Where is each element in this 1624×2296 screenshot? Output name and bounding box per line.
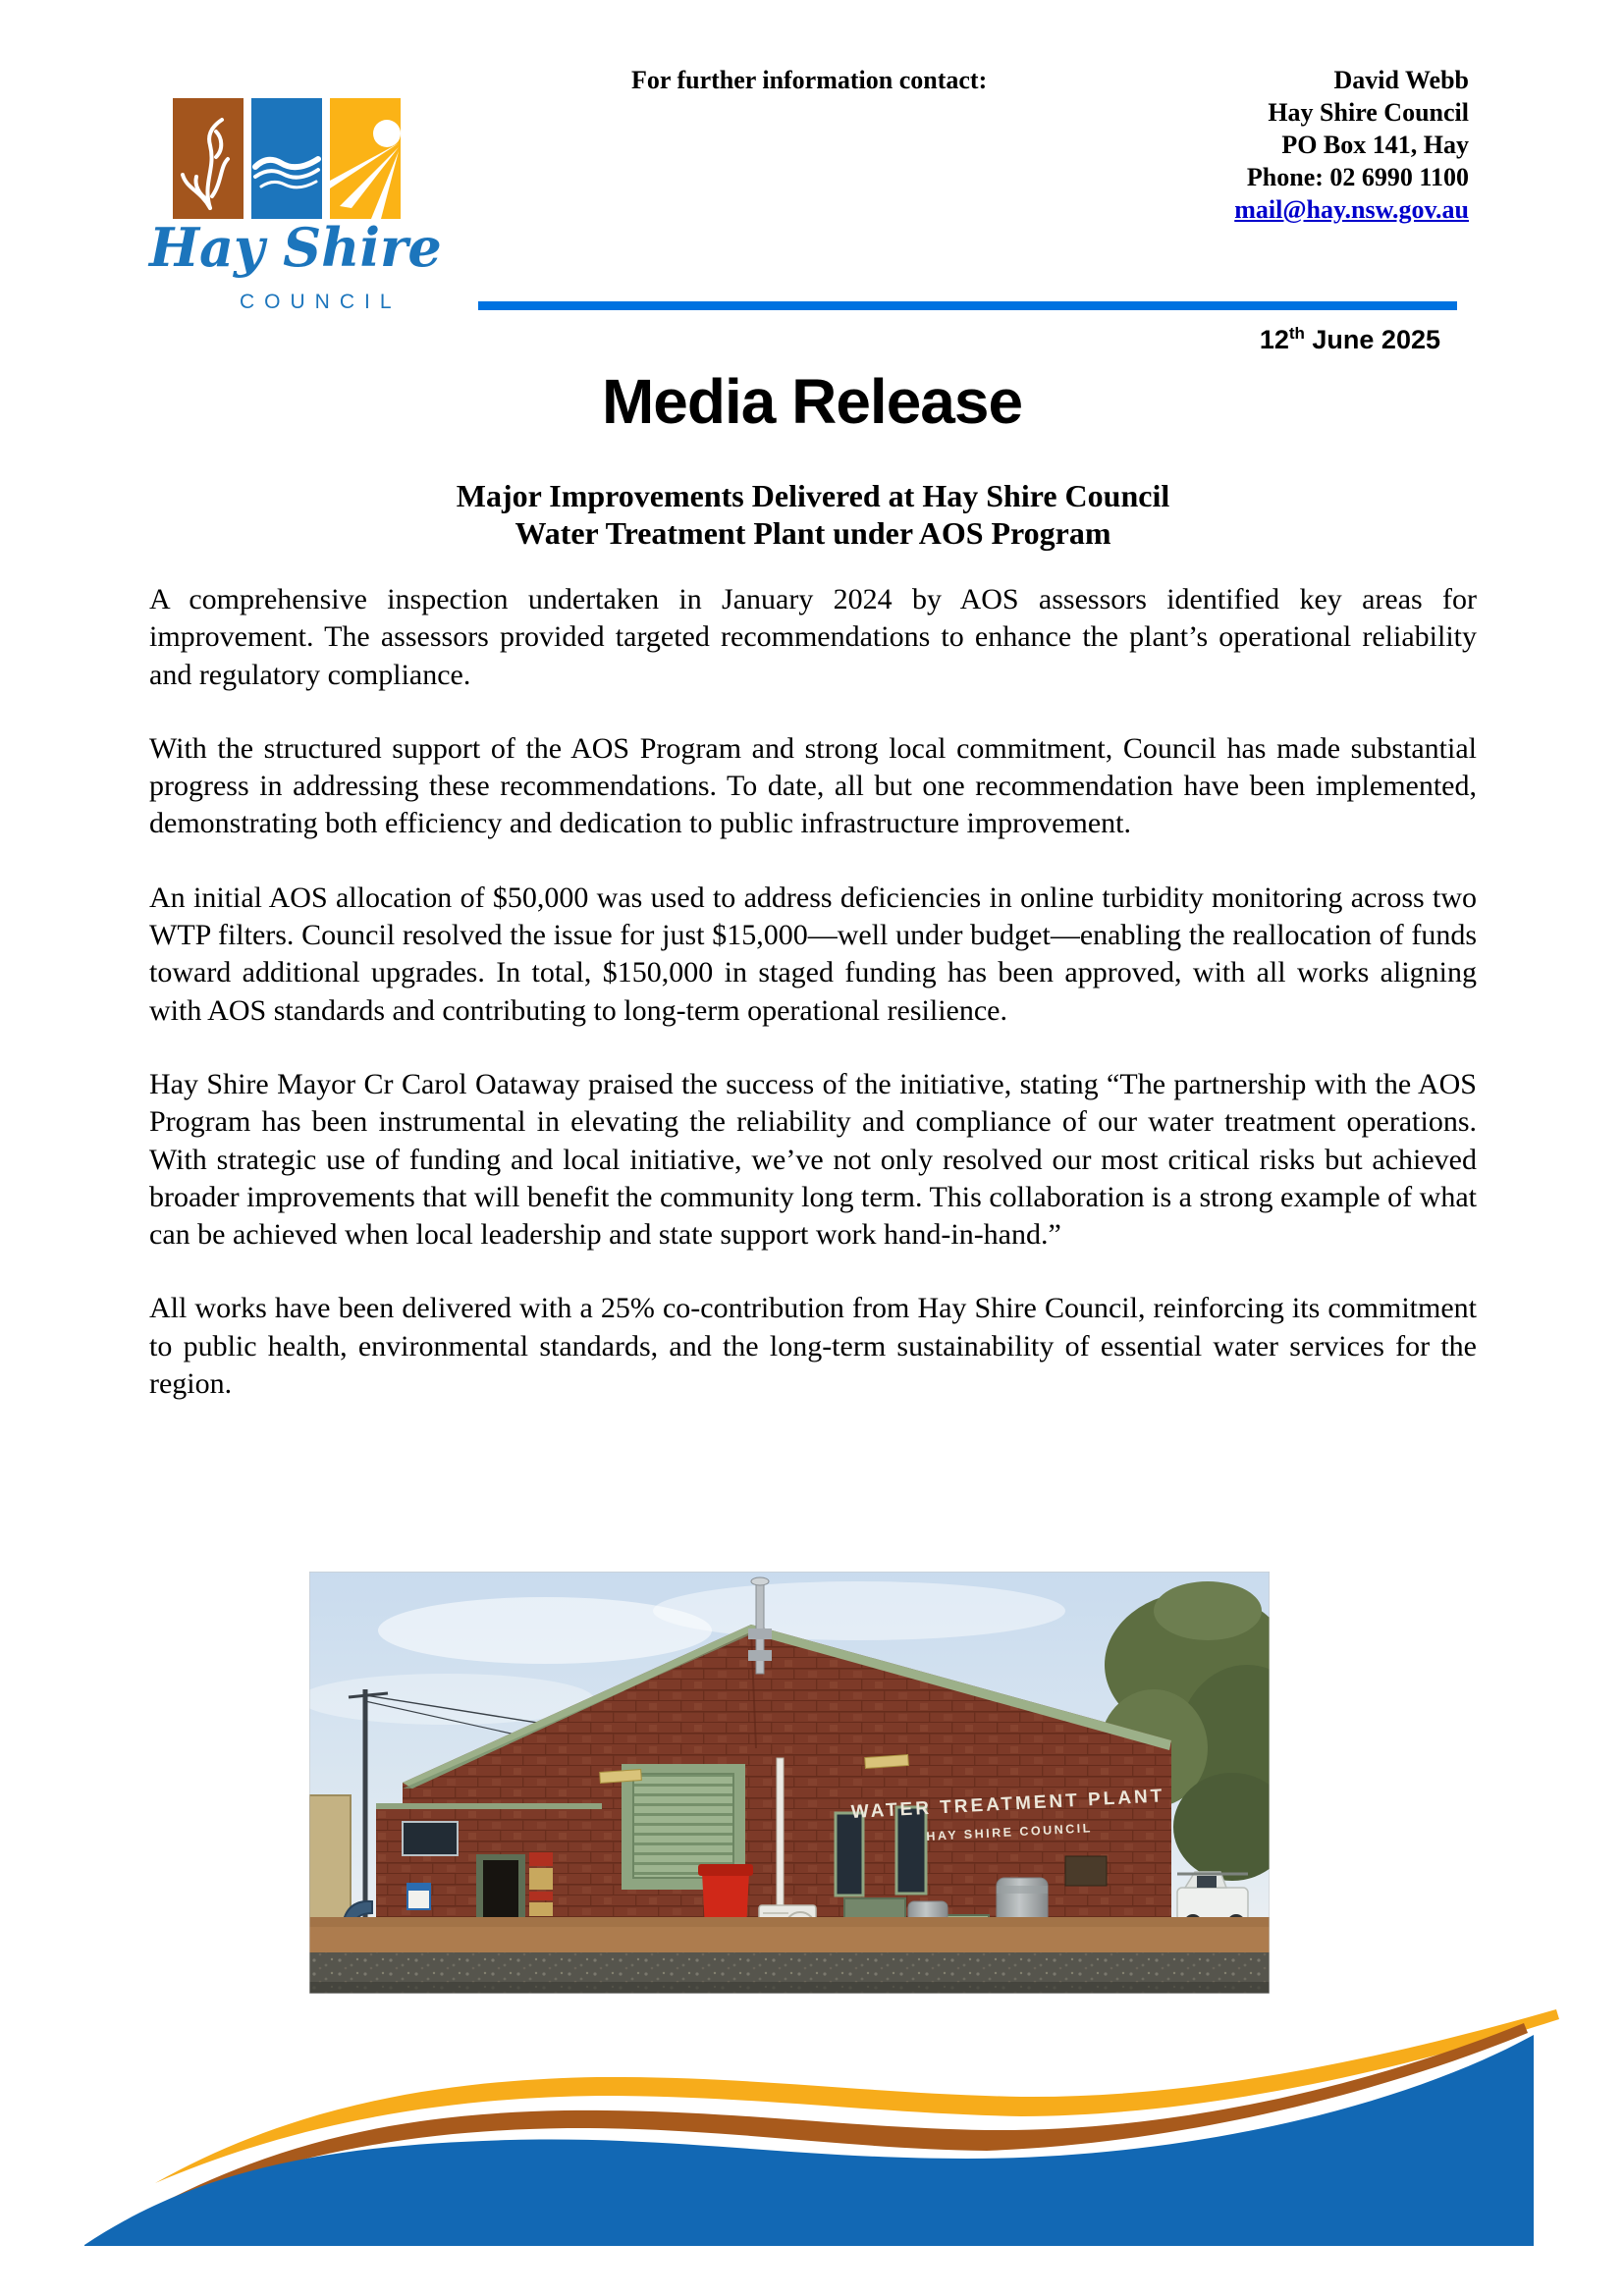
contact-email-link[interactable]: mail@hay.nsw.gov.au bbox=[1234, 195, 1469, 224]
sun-road-icon bbox=[330, 98, 401, 219]
contact-label: For further information contact: bbox=[631, 66, 988, 94]
contact-name: David Webb bbox=[1333, 66, 1469, 94]
svg-text:HAY SHIRE COUNCIL: HAY SHIRE COUNCIL bbox=[926, 1821, 1094, 1844]
date-rest: June 2025 bbox=[1304, 325, 1440, 354]
contact-block bbox=[1234, 64, 1469, 226]
paragraph-3: An initial AOS allocation of $50,000 was used to address deficiencies in online turbidity monitoring across two WTP filters. Council resolved the issue for just $15,000—well under budget—enabling the reallocation of funds toward additional upgrades. In total, $150,000 in staged funding has been approved, with all works aligning with AOS standards and contributing to long-term operational resilience. bbox=[149, 881, 1477, 1027]
release-body bbox=[149, 581, 1477, 1439]
footer-wave-graphic bbox=[0, 2002, 1624, 2296]
logo-tiles bbox=[173, 98, 401, 219]
paragraph-1: A comprehensive inspection undertaken in January 2024 by AOS assessors identified key areas for improvement. The assessors provided targeted recommendations to enhance the plant’s operational reliability and regulatory compliance. bbox=[149, 583, 1477, 691]
paragraph-2: With the structured support of the AOS Program and strong local commitment, Council has made substantial progress in addressing these recommendations. To date, all but one recommendation have been implemented, demonstrating both efficiency and dedication to public infrastructure improvement. bbox=[149, 731, 1477, 840]
svg-text:WATER TREATMENT PLANT: WATER TREATMENT PLANT bbox=[850, 1786, 1165, 1823]
hay-shire-council-logo bbox=[149, 59, 442, 316]
logo-sun-road-tile bbox=[330, 98, 401, 219]
date-day: 12 bbox=[1259, 325, 1289, 354]
logo-plant-tile bbox=[173, 98, 244, 219]
photo-plaque bbox=[1065, 1856, 1107, 1886]
photo-downpipe bbox=[777, 1758, 784, 1913]
subtitle-line-1: Major Improvements Delivered at Hay Shire Council bbox=[456, 478, 1170, 513]
contact-po-box: PO Box 141, Hay bbox=[1281, 131, 1469, 159]
page-title: Media Release bbox=[601, 366, 1023, 437]
photo-storage-tank bbox=[309, 1795, 351, 1927]
release-subtitle bbox=[149, 477, 1477, 552]
paragraph-5: All works have been delivered with a 25% co-contribution from Hay Shire Council, reinforcing its commitment to public health, environmental standards, and the long-term sustainability of essential water services for the region. bbox=[149, 1292, 1477, 1401]
logo-wordmark: Hay Shire bbox=[149, 216, 442, 279]
photo-water-treatment-plant bbox=[309, 1572, 1270, 1994]
logo-council-word: COUNCIL bbox=[240, 291, 402, 313]
contact-phone: Phone: 02 6990 1100 bbox=[1246, 163, 1469, 191]
contact-org: Hay Shire Council bbox=[1268, 98, 1469, 127]
plant-icon bbox=[173, 98, 244, 219]
river-waves-icon bbox=[251, 98, 322, 219]
header-divider-rule bbox=[478, 301, 1457, 310]
subtitle-line-2: Water Treatment Plant under AOS Program bbox=[514, 515, 1111, 551]
release-date bbox=[1260, 324, 1440, 355]
date-ordinal: th bbox=[1288, 324, 1305, 343]
paragraph-4: Hay Shire Mayor Cr Carol Oataway praised the success of the initiative, stating “The partnership with the AOS Program has been instrumental in elevating the reliability and compliance of our water treatment operations. With strategic use of funding and local initiative, we’ve not only resolved our most critical risks but achieved broader improvements that will benefit the community long term. This collaboration is a strong example of what can be achieved when local leadership and state support work hand-in-hand.” bbox=[149, 1067, 1477, 1252]
logo-river-tile bbox=[251, 98, 322, 219]
